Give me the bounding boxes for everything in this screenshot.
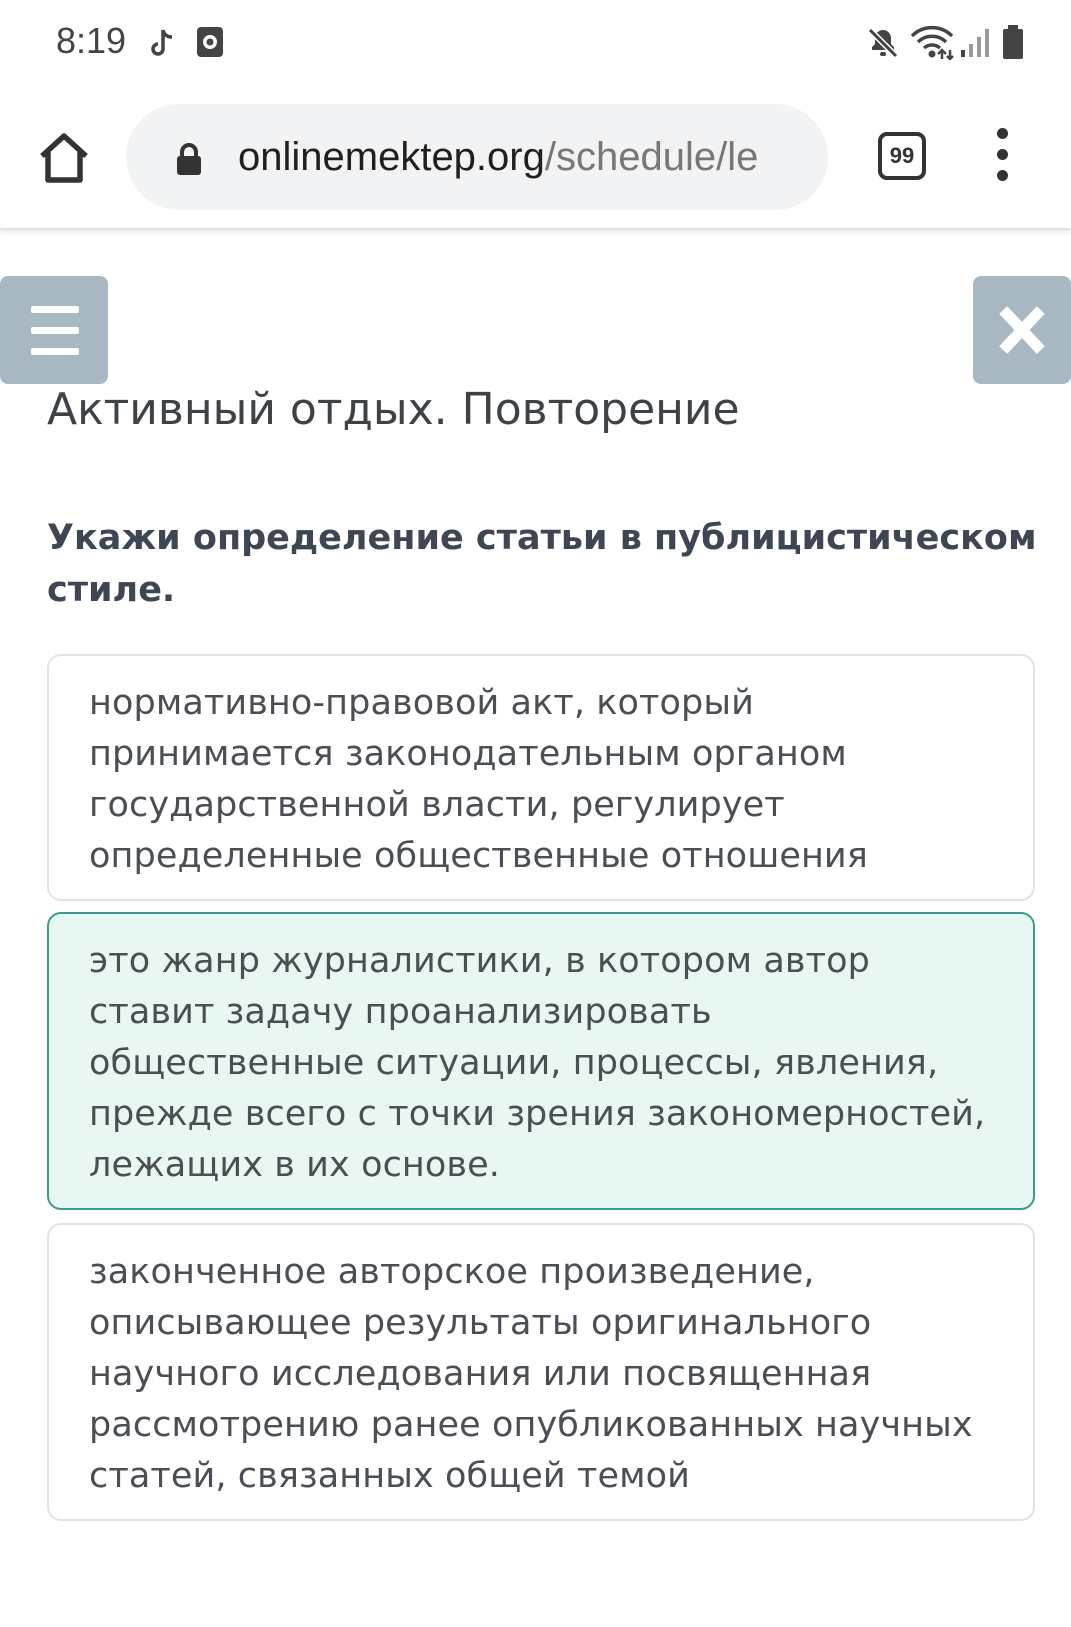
answer-option-2[interactable] — [47, 912, 1035, 1210]
url-text[interactable] — [238, 132, 808, 182]
battery-icon — [1000, 24, 1026, 60]
lock-icon[interactable] — [174, 142, 204, 176]
answer-text: нормативно-правовой акт, который принимается законодательным органом государственной власти, регулирует определенные общественные отношения — [89, 683, 868, 876]
answer-text: это жанр журналистики, в котором автор ставит задачу проанализировать общественные ситуации, процессы, явления, прежде всего с точки зрения закономерностей, лежащих в их основе. — [89, 941, 986, 1185]
more-vert-icon[interactable] — [990, 128, 1014, 192]
hamburger-icon[interactable] — [0, 276, 108, 384]
browser-toolbar — [0, 88, 1071, 230]
url-domain: onlinemektep.org — [238, 135, 545, 179]
answer-text: законченное авторское произведение, описывающее результаты оригинального научного исследования или посвященная рассмотрению ранее опубликованных научных статей, связанных общей темой — [89, 1252, 973, 1496]
answer-option-1[interactable] — [47, 654, 1035, 901]
page-title: Активный отдых. Повторение — [47, 384, 740, 435]
screen-record-icon — [196, 26, 224, 58]
status-time: 8:19 — [56, 20, 127, 61]
address-bar[interactable] — [126, 104, 828, 210]
wifi-icon — [910, 24, 954, 60]
mute-icon — [866, 26, 900, 60]
tiktok-icon — [150, 28, 176, 58]
answer-option-3[interactable] — [47, 1223, 1035, 1521]
signal-icon — [960, 26, 990, 58]
question-text: Укажи определение статьи в публицистическом стиле. — [47, 518, 1037, 610]
status-bar — [0, 0, 1071, 88]
close-glyph — [973, 276, 1071, 384]
url-path: /schedule/le — [544, 135, 759, 179]
tab-switcher-button[interactable]: 99 — [878, 132, 926, 180]
close-icon[interactable] — [973, 276, 1071, 384]
home-icon[interactable] — [36, 130, 92, 186]
